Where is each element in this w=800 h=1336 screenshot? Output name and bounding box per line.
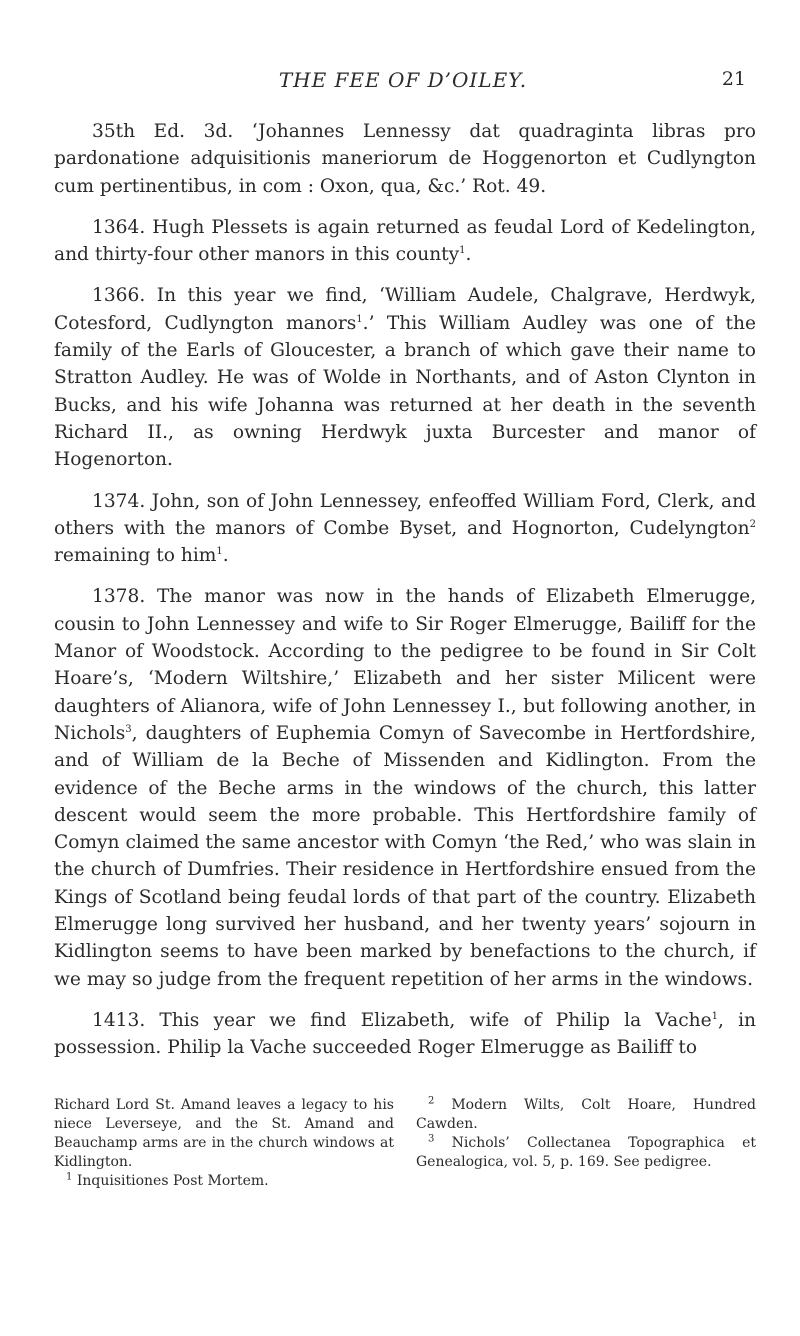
paragraph-1374: 1374. John, son of John Lennessey, enfeoffed William Ford, Clerk, and others with the manors of Combe Byset, and Hognorton, Cudelyngton$^2$ remaining to him$^1$. xyxy=(54,490,756,567)
footnotes xyxy=(54,1096,756,1191)
footnote-1: $^1$ Inquisitiones Post Mortem. xyxy=(66,1171,269,1189)
footnote-continuation: Richard Lord St. Amand leaves a legacy to his niece Leverseye, and the St. Amand and Beauchamp arms are in the church windows at Kidlington. xyxy=(54,1097,394,1170)
paragraph-1364: 1364. Hugh Plessets is again returned as feudal Lord of Kedelington, and thirty-four other manors in this county$^1$. xyxy=(54,216,756,266)
paragraph-1366: 1366. In this year we find, ‘William Audele, Chalgrave, Herdwyk, Cotesford, Cudlyngton manors$^1$.’ This William Audley was one of the family of the Earls of Gloucester, a branch of which gave their name to Stratton Audley. He was of Wolde in Northants, and of Aston Clynton in Bucks, and his wife Johanna was returned at her death in the seventh Richard II., as owning Herdwyk juxta Burcester and manor of Hogenorton. xyxy=(54,285,756,471)
paragraph-1413: 1413. This year we find Elizabeth, wife of Philip la Vache$^1$, in possession. Philip la Vache succeeded Roger Elmerugge as Bailiff to xyxy=(54,1009,756,1059)
footnote-ref: 1 xyxy=(216,545,223,557)
footnote-ref: 2 xyxy=(749,518,756,530)
footnote-3: $^3$ Nichols’ Collectanea Topographica et Genealogica, vol. 5, p. 169. See pedigree. xyxy=(416,1133,756,1170)
paragraph-1378: 1378. The manor was now in the hands of Elizabeth Elmerugge, cousin to John Lennessey and wife to Sir Roger Elmerugge, Bailiff for the Manor of Woodstock. According to the pedigree to be found in Sir Colt Hoare’s, ‘Modern Wiltshire,’ Elizabeth and her sister Milicent were daughters of Alianora, wife of John Lennessey I., but following another, in Nichols$^3$, daughters of Euphemia Comyn of Savecombe in Hertfordshire, and of William de la Beche of Missenden and Kidlington. From the evidence of the Beche arms in the windows of the church, this latter descent would seem the more probable. This Hertfordshire family of Comyn claimed the same ancestor with Comyn ‘the Red,’ who was slain in the church of Dumfries. Their residence in Hertfordshire ensued from the Kings of Scotland being feudal lords of that part of the country. Elizabeth Elmerugge long survived her husband, and her twenty years’ sojourn in Kidlington seems to have been marked by benefactions to the church, if we may so judge from the frequent repetition of her arms in the windows. xyxy=(54,586,756,990)
footnotes-right-column xyxy=(416,1096,756,1191)
running-header xyxy=(54,66,752,96)
footnote-ref: 1 xyxy=(356,313,363,325)
footnote-ref: 1 xyxy=(459,245,466,256)
page-number: 21 xyxy=(721,68,746,90)
footnote-ref: 3 xyxy=(125,723,132,735)
footnotes-left-column xyxy=(54,1096,394,1191)
main-text xyxy=(54,118,756,1076)
paragraph-35th-ed: 35th Ed. 3d. ‘Johannes Lennessy dat quadraginta libras pro pardonatione adquisitionis maneriorum de Hoggenorton et Cudlyngton cum pertinentibus, in com : Oxon, qua, &c.’ Rot. 49. xyxy=(54,121,756,197)
footnote-ref: 1 xyxy=(711,1010,718,1022)
running-title: THE FEE OF D’OILEY. xyxy=(278,68,528,92)
footnote-2: $^2$ Modern Wilts, Colt Hoare, Hundred Cawden. xyxy=(416,1095,756,1132)
